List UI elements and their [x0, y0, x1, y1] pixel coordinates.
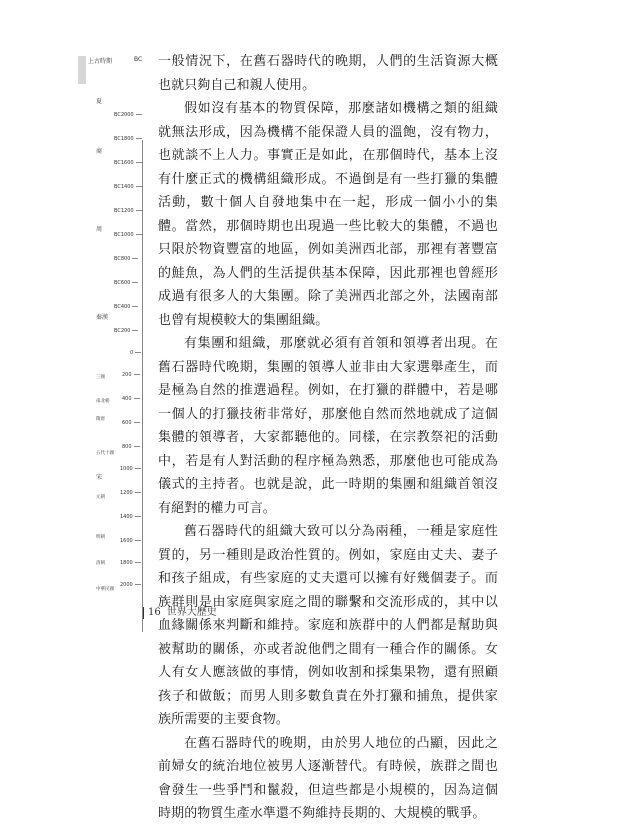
timeline-tick: 600 [122, 420, 140, 426]
timeline-dynasty: 五代十國 [96, 451, 114, 456]
timeline-dynasty: 隋唐 [96, 417, 105, 422]
timeline-tick: 1800 [120, 560, 141, 566]
timeline-header-bar [78, 56, 86, 84]
timeline-tick: 2000 [120, 582, 141, 588]
timeline-tick: 1400 [120, 514, 141, 520]
timeline-tick: 1000 [120, 466, 141, 472]
timeline-dynasty: 周 [96, 226, 103, 233]
timeline-tick: BC600 [114, 280, 138, 286]
timeline-tick: 200 [122, 372, 140, 378]
timeline-dynasty: 元朝 [96, 495, 105, 500]
timeline-tick: BC1600 [114, 160, 142, 166]
paragraph: 假如沒有基本的物質保障，那麼諸如機構之類的組織就無法形成，因為機構不能保證人員的溫飽，沒有物力，也就談不上人力。事實正是如此，在那個時代，基本上沒有什麼正式的機構組織形成。不過倒是有一些打獵的集體活動，數十個人自發地集中在一起，形成一個小小的集體。當然，那個時期也出現過一些比較大的集體，不過也只限於物資豐富的地區，例如美洲西北部，那裡有著豐富的鮭魚，為人們的生活提供基本保障，因此那裡也曾經形成過有很多人的大集團。除了美洲西北部之外，法國南部也曾有規模較大的集團組織。 [158, 101, 498, 328]
timeline-tick: BC1200 [114, 208, 142, 214]
timeline-tick: BC1800 [114, 136, 142, 142]
timeline-dynasty: 中華民國 [96, 587, 114, 592]
paragraph: 舊石器時代的組織大致可以分為兩種，一種是家庭性質的，另一種則是政治性質的。例如，家庭由丈夫、妻子和孩子組成，有些家庭的丈夫還可以擁有好幾個妻子。而族群則是由家庭與家庭之間的聯繫和交流形成的，其中以血緣關係來判斷和維持。家庭和族群中的人們都是幫助與被幫助的關係，亦或者說他們之間有一種合作的關係。女人有女人應該做的事情，例如收割和採集果物，還有照顧孩子和做飯；而男人則多數負責在外打獵和捕魚，提供家族所需要的主要食物。 [158, 524, 498, 727]
book-title: 世界大歷史 [166, 607, 217, 618]
timeline-dynasty: 清朝 [96, 561, 105, 566]
page-number: 16 [148, 607, 161, 618]
timeline-tick: 0 [130, 350, 141, 356]
timeline-tick: 1200 [120, 490, 141, 496]
timeline-tick: BC400 [114, 304, 138, 310]
timeline-title: 上古時期 [88, 58, 113, 65]
timeline-era: BC [134, 56, 143, 63]
timeline-tick: 1600 [120, 538, 141, 544]
paragraph: 一般情況下，在舊石器時代的晚期，人們的生活資源大概也就只夠自己和親人使用。 [158, 54, 498, 93]
page-footer [143, 603, 217, 619]
timeline-dynasty: 秦漢 [96, 314, 109, 321]
timeline-tick: BC200 [114, 328, 138, 334]
timeline-dynasty: 商 [96, 148, 103, 155]
timeline-sidebar [78, 52, 158, 592]
timeline-tick: BC1400 [114, 184, 142, 190]
footer-divider [143, 607, 144, 619]
paragraph: 有集團和組織，那麼就必須有首領和領導者出現。在舊石器時代晚期，集團的領導人並非由大家選舉產生，而是極為自然的推選過程。例如，在打獵的群體中，若是哪一個人的打獵技術非常好，那麼他自然而然地就成了這個集體的領導者，大家都聽他的。同樣，在宗教祭祀的活動中，若是有人對活動的程序極為熟悉，那麼他也可能成為儀式的主持者。也就是說，此一時期的集團和組織首領沒有絕對的權力可言。 [158, 336, 498, 516]
timeline-dynasty: 南北朝 [96, 399, 110, 404]
timeline-axis-line [142, 140, 143, 632]
timeline-dynasty: 夏 [96, 98, 103, 105]
timeline-tick: BC800 [114, 256, 138, 262]
timeline-tick: BC1000 [114, 232, 142, 238]
main-text [158, 50, 498, 826]
timeline-tick: 400 [122, 396, 140, 402]
timeline-tick: BC2000 [114, 112, 142, 118]
paragraph: 在舊石器時代的晚期，由於男人地位的凸顯，因此之前婦女的統治地位被男人逐漸替代。有時候，族群之間也會發生一些爭鬥和鬣殺，但這些都是小規模的，因為這個時期的物質生產水準還不夠維持長期的、大規模的戰爭。 [158, 735, 498, 821]
timeline-tick: 800 [122, 444, 140, 450]
timeline-dynasty: 三國 [96, 375, 105, 380]
timeline-dynasty: 明朝 [96, 535, 105, 540]
timeline-dynasty: 宋 [96, 474, 103, 481]
